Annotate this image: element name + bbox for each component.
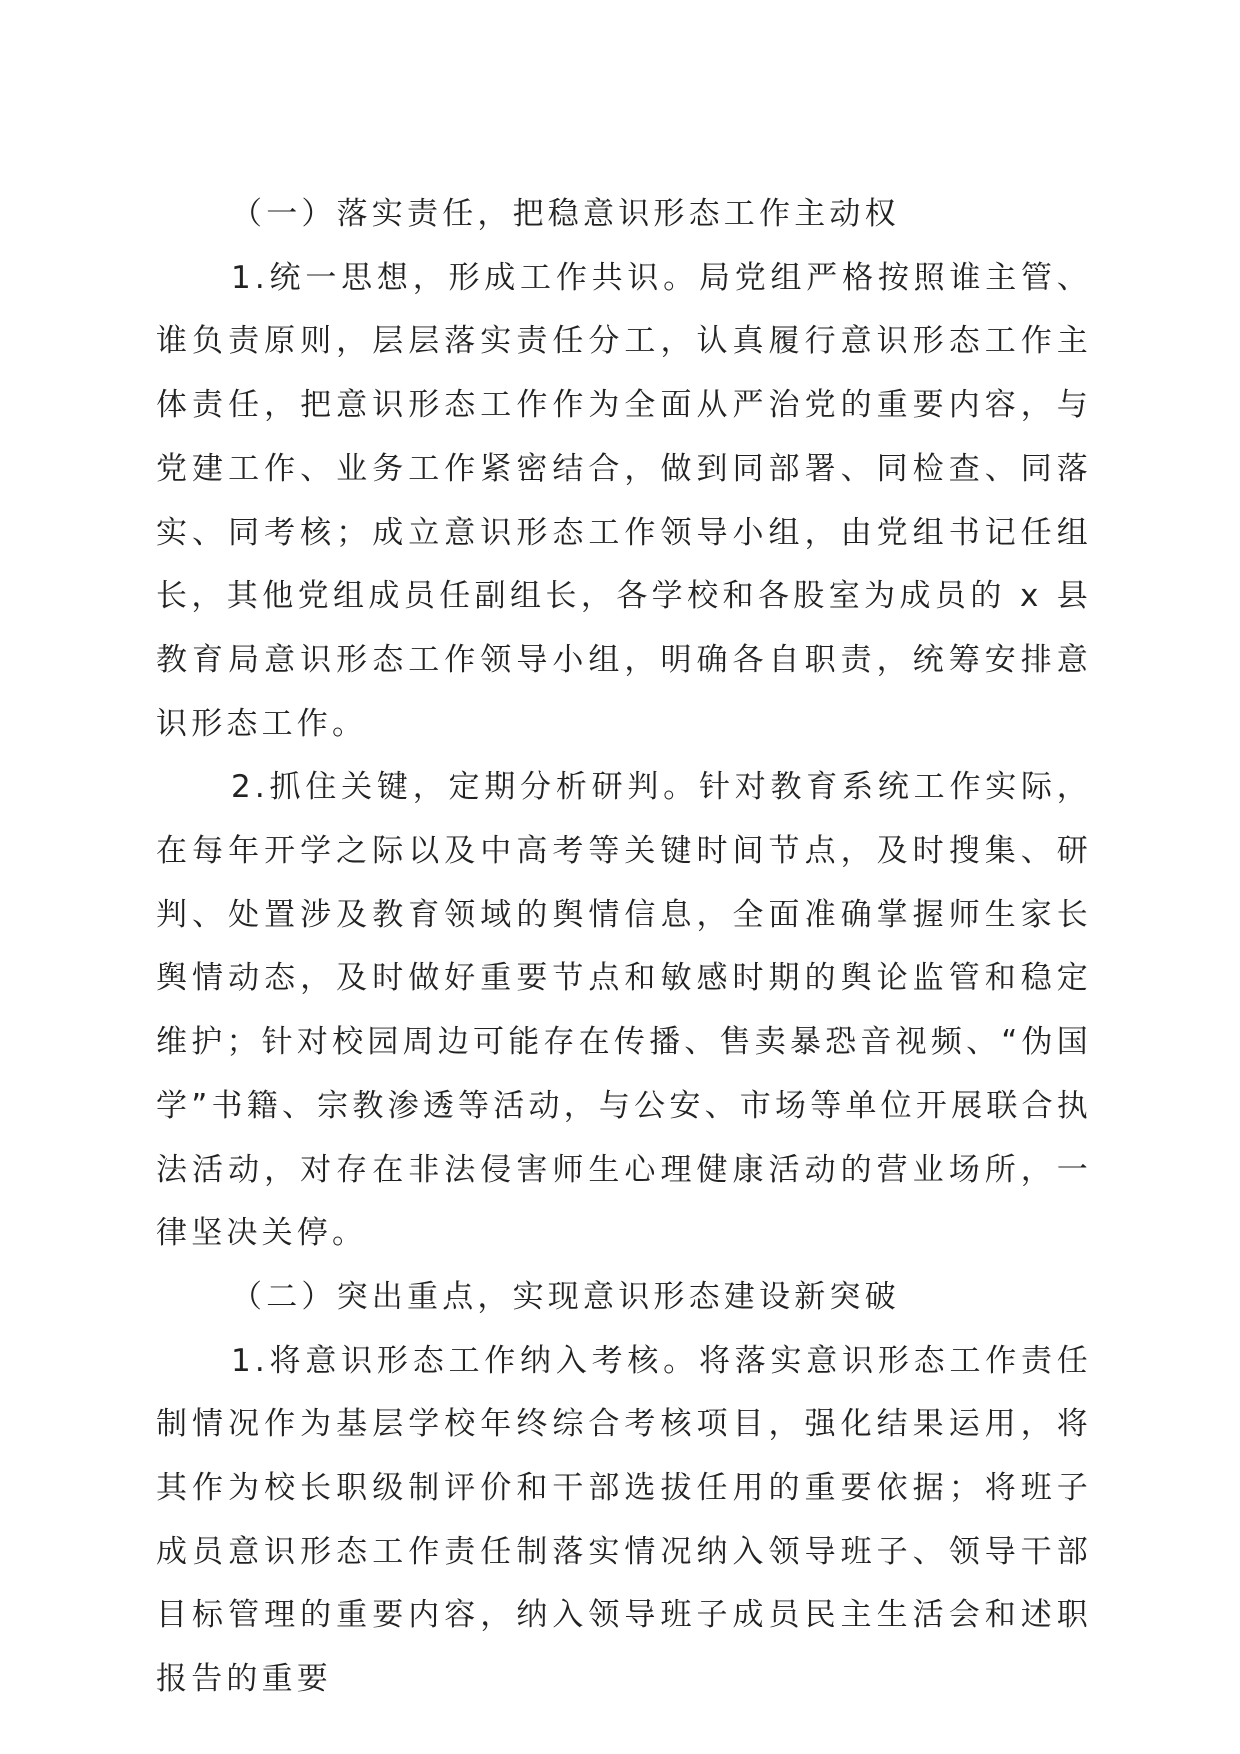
paragraph-1-2: 2.抓住关键，定期分析研判。针对教育系统工作实际，在每年开学之际以及中高考等关键时间节点，及时搜集、研判、处置涉及教育领域的舆情信息，全面准确掌握师生家长舆情动态，及时做好重要节点和敏感时期的舆论监管和稳定维护；针对校园周边可能存在传播、售卖暴恐音视频、“伪国学”书籍、宗教渗透等活动，与公安、市场等单位开展联合执法活动，对存在非法侵害师生心理健康活动的营业场所，一律坚决关停。 <box>156 769 1092 1252</box>
section-heading-2: （二）突出重点，实现意识形态建设新突破 <box>231 1278 900 1315</box>
document-body <box>156 183 1092 1712</box>
section-heading-1: （一）落实责任，把稳意识形态工作主动权 <box>231 196 900 232</box>
paragraph-1-1: 1.统一思想，形成工作共识。局党组严格按照谁主管、谁负责原则，层层落实责任分工，认真履行意识形态工作主体责任，把意识形态工作作为全面从严治党的重要内容，与党建工作、业务工作紧密结合，做到同部署、同检查、同落实、同考核；成立意识形态工作领导小组，由党组书记任组长，其他党组成员任副组长，各学校和各股室为成员的 x 县教育局意识形态工作领导小组，明确各自职责，统筹安排意识形态工作。 <box>156 259 1092 742</box>
paragraph-2-1: 1.将意识形态工作纳入考核。将落实意识形态工作责任制情况作为基层学校年终综合考核项目，强化结果运用，将其作为校长职级制评价和干部选拔任用的重要依据；将班子成员意识形态工作责任制落实情况纳入领导班子、领导干部目标管理的重要内容，纳入领导班子成员民主生活会和述职报告的重要 <box>156 1342 1092 1698</box>
